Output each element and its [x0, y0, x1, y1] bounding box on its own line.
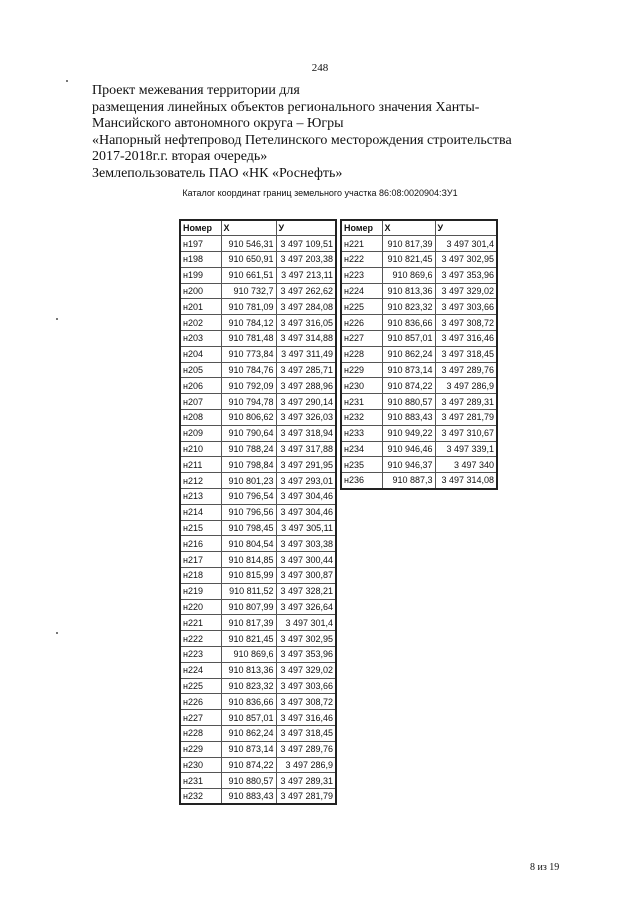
x-coordinate-cell: 910 798,45 [221, 520, 276, 536]
y-coordinate-cell: 3 497 284,08 [276, 299, 336, 315]
column-header-number: Номер [180, 220, 221, 236]
table-row [341, 473, 497, 489]
table-row [341, 331, 497, 347]
x-coordinate-cell: 910 821,45 [221, 631, 276, 647]
x-coordinate-cell: 910 946,46 [382, 441, 435, 457]
x-coordinate-cell: 910 784,76 [221, 362, 276, 378]
y-coordinate-cell: 3 497 213,11 [276, 267, 336, 283]
table-row [341, 410, 497, 426]
y-coordinate-cell: 3 497 281,79 [276, 789, 336, 805]
table-row [180, 457, 336, 473]
point-number-cell: н202 [180, 315, 221, 331]
table-row [180, 252, 336, 268]
x-coordinate-cell: 910 817,39 [221, 615, 276, 631]
point-number-cell: н231 [341, 394, 382, 410]
y-coordinate-cell: 3 497 329,02 [435, 283, 497, 299]
x-coordinate-cell: 910 813,36 [382, 283, 435, 299]
point-number-cell: н224 [341, 283, 382, 299]
table-row [341, 425, 497, 441]
y-coordinate-cell: 3 497 340 [435, 457, 497, 473]
x-coordinate-cell: 910 650,91 [221, 252, 276, 268]
y-coordinate-cell: 3 497 317,88 [276, 441, 336, 457]
point-number-cell: н229 [180, 741, 221, 757]
x-coordinate-cell: 910 817,39 [382, 236, 435, 252]
table-row [341, 441, 497, 457]
table-row [180, 346, 336, 362]
point-number-cell: н208 [180, 410, 221, 426]
x-coordinate-cell: 910 732,7 [221, 283, 276, 299]
y-coordinate-cell: 3 497 293,01 [276, 473, 336, 489]
table-row [180, 552, 336, 568]
point-number-cell: н210 [180, 441, 221, 457]
point-number-cell: н235 [341, 457, 382, 473]
point-number-cell: н226 [180, 694, 221, 710]
y-coordinate-cell: 3 497 203,38 [276, 252, 336, 268]
x-coordinate-cell: 910 813,36 [221, 662, 276, 678]
y-coordinate-cell: 3 497 262,62 [276, 283, 336, 299]
point-number-cell: н220 [180, 599, 221, 615]
x-coordinate-cell: 910 788,24 [221, 441, 276, 457]
x-coordinate-cell: 910 949,22 [382, 425, 435, 441]
y-coordinate-cell: 3 497 303,66 [276, 678, 336, 694]
table-row [180, 789, 336, 805]
point-number-cell: н228 [341, 346, 382, 362]
x-coordinate-cell: 910 880,57 [221, 773, 276, 789]
table-header-row [180, 220, 336, 236]
x-coordinate-cell: 910 546,31 [221, 236, 276, 252]
table-row [180, 283, 336, 299]
table-row [180, 741, 336, 757]
y-coordinate-cell: 3 497 286,9 [435, 378, 497, 394]
point-number-cell: н199 [180, 267, 221, 283]
table-row [180, 441, 336, 457]
point-number-cell: н232 [180, 789, 221, 805]
table-row [180, 425, 336, 441]
x-coordinate-cell: 910 869,6 [382, 267, 435, 283]
x-coordinate-cell: 910 798,84 [221, 457, 276, 473]
table-row [180, 773, 336, 789]
column-header-y: У [276, 220, 336, 236]
table-row [180, 315, 336, 331]
document-header [92, 83, 612, 182]
table-row [341, 457, 497, 473]
table-row [341, 315, 497, 331]
x-coordinate-cell: 910 804,54 [221, 536, 276, 552]
y-coordinate-cell: 3 497 289,76 [276, 741, 336, 757]
y-coordinate-cell: 3 497 300,44 [276, 552, 336, 568]
point-number-cell: н197 [180, 236, 221, 252]
x-coordinate-cell: 910 661,51 [221, 267, 276, 283]
y-coordinate-cell: 3 497 301,4 [276, 615, 336, 631]
x-coordinate-cell: 910 887,3 [382, 473, 435, 489]
table-row [180, 678, 336, 694]
page-counter: 8 из 19 [530, 862, 560, 873]
header-line: Проект межевания территории для [92, 83, 300, 98]
table-row [341, 378, 497, 394]
point-number-cell: н221 [341, 236, 382, 252]
y-coordinate-cell: 3 497 326,03 [276, 410, 336, 426]
table-row [341, 236, 497, 252]
y-coordinate-cell: 3 497 316,05 [276, 315, 336, 331]
table-row [341, 267, 497, 283]
table-row [180, 236, 336, 252]
table-row [180, 520, 336, 536]
table-row [180, 568, 336, 584]
y-coordinate-cell: 3 497 318,45 [276, 726, 336, 742]
y-coordinate-cell: 3 497 303,38 [276, 536, 336, 552]
y-coordinate-cell: 3 497 316,46 [435, 331, 497, 347]
x-coordinate-cell: 910 857,01 [221, 710, 276, 726]
point-number-cell: н207 [180, 394, 221, 410]
x-coordinate-cell: 910 880,57 [382, 394, 435, 410]
point-number-cell: н224 [180, 662, 221, 678]
table-row [341, 252, 497, 268]
table-row [180, 267, 336, 283]
x-coordinate-cell: 910 862,24 [382, 346, 435, 362]
point-number-cell: н227 [180, 710, 221, 726]
x-coordinate-cell: 910 811,52 [221, 583, 276, 599]
table-row [180, 473, 336, 489]
y-coordinate-cell: 3 497 339,1 [435, 441, 497, 457]
x-coordinate-cell: 910 821,45 [382, 252, 435, 268]
y-coordinate-cell: 3 497 289,31 [276, 773, 336, 789]
point-number-cell: н233 [341, 425, 382, 441]
point-number-cell: н216 [180, 536, 221, 552]
x-coordinate-cell: 910 801,23 [221, 473, 276, 489]
x-coordinate-cell: 910 869,6 [221, 647, 276, 663]
x-coordinate-cell: 910 836,66 [382, 315, 435, 331]
y-coordinate-cell: 3 497 289,31 [435, 394, 497, 410]
table-row [341, 299, 497, 315]
point-number-cell: н218 [180, 568, 221, 584]
y-coordinate-cell: 3 497 314,08 [435, 473, 497, 489]
x-coordinate-cell: 910 814,85 [221, 552, 276, 568]
y-coordinate-cell: 3 497 289,76 [435, 362, 497, 378]
scan-speck [66, 80, 68, 82]
x-coordinate-cell: 910 794,78 [221, 394, 276, 410]
table-row [341, 394, 497, 410]
point-number-cell: н214 [180, 504, 221, 520]
y-coordinate-cell: 3 497 353,96 [276, 647, 336, 663]
point-number-cell: н204 [180, 346, 221, 362]
x-coordinate-cell: 910 806,62 [221, 410, 276, 426]
y-coordinate-cell: 3 497 281,79 [435, 410, 497, 426]
point-number-cell: н217 [180, 552, 221, 568]
header-line: Землепользователь ПАО «НК «Роснефть» [92, 165, 343, 181]
point-number-cell: н212 [180, 473, 221, 489]
y-coordinate-cell: 3 497 353,96 [435, 267, 497, 283]
point-number-cell: н225 [180, 678, 221, 694]
point-number-cell: н222 [341, 252, 382, 268]
table-row [180, 583, 336, 599]
y-coordinate-cell: 3 497 302,95 [276, 631, 336, 647]
table-row [180, 599, 336, 615]
table-row [180, 662, 336, 678]
y-coordinate-cell: 3 497 305,11 [276, 520, 336, 536]
point-number-cell: н232 [341, 410, 382, 426]
column-header-x: X [382, 220, 435, 236]
scan-speck [56, 632, 58, 634]
x-coordinate-cell: 910 873,14 [221, 741, 276, 757]
point-number-cell: н211 [180, 457, 221, 473]
point-number-cell: н229 [341, 362, 382, 378]
point-number-cell: н223 [180, 647, 221, 663]
point-number-cell: н203 [180, 331, 221, 347]
table-row [180, 694, 336, 710]
point-number-cell: н234 [341, 441, 382, 457]
y-coordinate-cell: 3 497 328,21 [276, 583, 336, 599]
table-row [180, 410, 336, 426]
header-line: размещения линейных объектов регионального значения Ханты- [92, 99, 480, 115]
page-number: 248 [311, 62, 329, 74]
y-coordinate-cell: 3 497 304,46 [276, 489, 336, 505]
table-row [180, 536, 336, 552]
y-coordinate-cell: 3 497 329,02 [276, 662, 336, 678]
table-row [341, 283, 497, 299]
header-line: Мансийского автономного округа – Югры [92, 116, 344, 131]
x-coordinate-cell: 910 781,09 [221, 299, 276, 315]
point-number-cell: н228 [180, 726, 221, 742]
x-coordinate-cell: 910 784,12 [221, 315, 276, 331]
y-coordinate-cell: 3 497 291,95 [276, 457, 336, 473]
table-body [180, 236, 336, 805]
coordinates-table-right [340, 219, 498, 490]
table-row [180, 362, 336, 378]
y-coordinate-cell: 3 497 326,64 [276, 599, 336, 615]
table-row [341, 362, 497, 378]
table-caption: Каталог координат границ земельного участка 86:08:0020904:ЗУ1 [182, 188, 458, 198]
table-header-row [341, 220, 497, 236]
point-number-cell: н223 [341, 267, 382, 283]
table-row [180, 489, 336, 505]
x-coordinate-cell: 910 874,22 [382, 378, 435, 394]
table-row [180, 394, 336, 410]
table-row [180, 631, 336, 647]
table-row [180, 331, 336, 347]
y-coordinate-cell: 3 497 314,88 [276, 331, 336, 347]
x-coordinate-cell: 910 781,48 [221, 331, 276, 347]
table-row [180, 726, 336, 742]
point-number-cell: н222 [180, 631, 221, 647]
table-row [180, 299, 336, 315]
y-coordinate-cell: 3 497 304,46 [276, 504, 336, 520]
point-number-cell: н231 [180, 773, 221, 789]
table-body [341, 236, 497, 489]
point-number-cell: н205 [180, 362, 221, 378]
x-coordinate-cell: 910 773,84 [221, 346, 276, 362]
x-coordinate-cell: 910 807,99 [221, 599, 276, 615]
y-coordinate-cell: 3 497 300,87 [276, 568, 336, 584]
point-number-cell: н201 [180, 299, 221, 315]
point-number-cell: н236 [341, 473, 382, 489]
x-coordinate-cell: 910 815,99 [221, 568, 276, 584]
point-number-cell: н206 [180, 378, 221, 394]
point-number-cell: н200 [180, 283, 221, 299]
coordinates-table-left [179, 219, 337, 805]
y-coordinate-cell: 3 497 290,14 [276, 394, 336, 410]
y-coordinate-cell: 3 497 311,49 [276, 346, 336, 362]
y-coordinate-cell: 3 497 288,96 [276, 378, 336, 394]
point-number-cell: н227 [341, 331, 382, 347]
table-row [180, 710, 336, 726]
point-number-cell: н219 [180, 583, 221, 599]
y-coordinate-cell: 3 497 318,94 [276, 425, 336, 441]
point-number-cell: н198 [180, 252, 221, 268]
y-coordinate-cell: 3 497 302,95 [435, 252, 497, 268]
scan-speck [56, 318, 58, 320]
column-header-y: У [435, 220, 497, 236]
header-line: «Напорный нефтепровод Петелинского месторождения строительства [92, 132, 512, 148]
y-coordinate-cell: 3 497 318,45 [435, 346, 497, 362]
point-number-cell: н209 [180, 425, 221, 441]
x-coordinate-cell: 910 857,01 [382, 331, 435, 347]
point-number-cell: н215 [180, 520, 221, 536]
table-row [180, 647, 336, 663]
table-row [180, 757, 336, 773]
table-row [180, 504, 336, 520]
x-coordinate-cell: 910 873,14 [382, 362, 435, 378]
point-number-cell: н225 [341, 299, 382, 315]
column-header-number: Номер [341, 220, 382, 236]
x-coordinate-cell: 910 862,24 [221, 726, 276, 742]
header-line: 2017-2018г.г. вторая очередь» [92, 149, 268, 164]
y-coordinate-cell: 3 497 308,72 [435, 315, 497, 331]
y-coordinate-cell: 3 497 285,71 [276, 362, 336, 378]
x-coordinate-cell: 910 874,22 [221, 757, 276, 773]
y-coordinate-cell: 3 497 308,72 [276, 694, 336, 710]
x-coordinate-cell: 910 946,37 [382, 457, 435, 473]
table-row [180, 378, 336, 394]
y-coordinate-cell: 3 497 109,51 [276, 236, 336, 252]
table-row [341, 346, 497, 362]
table-row [180, 615, 336, 631]
point-number-cell: н230 [341, 378, 382, 394]
point-number-cell: н221 [180, 615, 221, 631]
x-coordinate-cell: 910 796,54 [221, 489, 276, 505]
x-coordinate-cell: 910 836,66 [221, 694, 276, 710]
y-coordinate-cell: 3 497 303,66 [435, 299, 497, 315]
point-number-cell: н230 [180, 757, 221, 773]
y-coordinate-cell: 3 497 310,67 [435, 425, 497, 441]
x-coordinate-cell: 910 883,43 [221, 789, 276, 805]
y-coordinate-cell: 3 497 286,9 [276, 757, 336, 773]
y-coordinate-cell: 3 497 301,4 [435, 236, 497, 252]
column-header-x: X [221, 220, 276, 236]
x-coordinate-cell: 910 823,32 [382, 299, 435, 315]
point-number-cell: н226 [341, 315, 382, 331]
x-coordinate-cell: 910 792,09 [221, 378, 276, 394]
x-coordinate-cell: 910 823,32 [221, 678, 276, 694]
x-coordinate-cell: 910 883,43 [382, 410, 435, 426]
x-coordinate-cell: 910 790,64 [221, 425, 276, 441]
point-number-cell: н213 [180, 489, 221, 505]
y-coordinate-cell: 3 497 316,46 [276, 710, 336, 726]
x-coordinate-cell: 910 796,56 [221, 504, 276, 520]
